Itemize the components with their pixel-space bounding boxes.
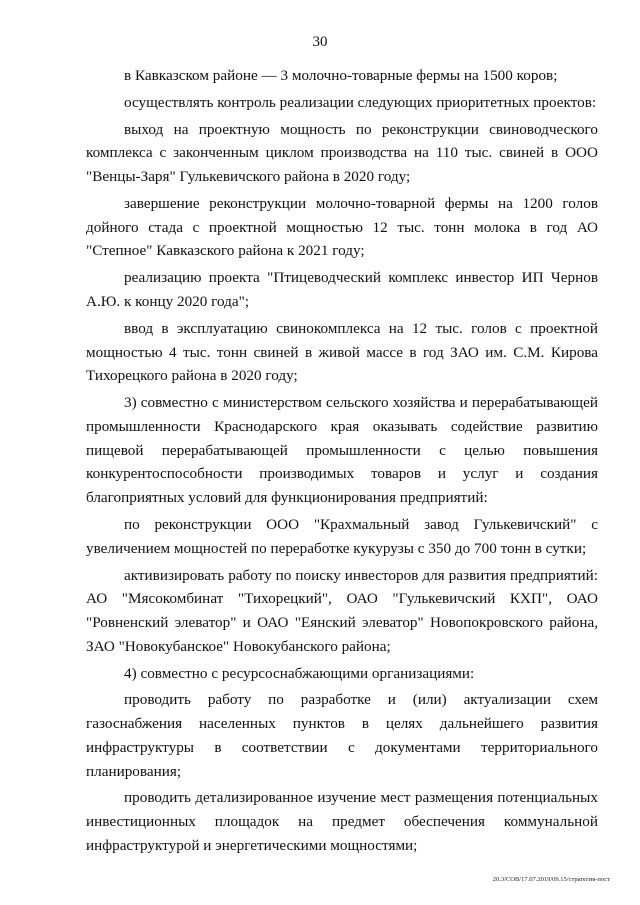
paragraph: активизировать работу по поиску инвесторов для развития предприятий: АО "Мясокомбинат "Тихорецкий", ОАО "Гулькевичский КХП", ОАО "Ровненский элеватор" и ОАО "Еянский элеватор" Новопокровского района, ЗАО "Новокубанское" Новокубанского района; (86, 566, 598, 655)
paragraph: 3) совместно с министерством сельского хозяйства и перерабатывающей промышленности Краснодарского края оказывать содействие развитию пищевой перерабатывающей промышленности с целью повышения конкурентоспособности производимых товаров и услуг и создания благоприятных условий для функционирования предприятий: (86, 394, 598, 507)
paragraph: 4) совместно с ресурсоснабжающими организациями: (124, 664, 475, 682)
paragraph: ввод в эксплуатацию свинокомплекса на 12 тыс. голов с проектной мощностью 4 тыс. тонн свиней в живой массе в год ЗАО им. С.М. Кирова Тихорецкого района в 2020 году; (86, 319, 598, 385)
paragraph: осуществлять контроль реализации следующих приоритетных проектов: (124, 93, 597, 111)
paragraph: завершение реконструкции молочно-товарной фермы на 1200 голов дойного стада с проектной мощностью 12 тыс. тонн молока в год АО "Степное" Кавказского района к 2021 году; (86, 195, 598, 260)
paragraph: по реконструкции ООО "Крахмальный завод Гулькевичский" с увеличением мощностей по переработке кукурузы с 350 до 700 тонн в сутки; (86, 515, 598, 557)
paragraph: проводить работу по разработке и (или) актуализации схем газоснабжения населенных пунктов в целях дальнейшего развития инфраструктуры в соответствии с документами территориального планирования; (86, 691, 598, 780)
paragraph: проводить детализированное изучение мест размещения потенциальных инвестиционных площадок на предмет обеспечения коммунальной инфраструктурой и энергетическими мощностями; (86, 789, 598, 854)
document-body (86, 64, 598, 861)
paragraph: реализацию проекта "Птицеводческий комплекс инвестор ИП Чернов А.Ю. к концу 2020 года"; (86, 269, 598, 311)
paragraph: выход на проектную мощность по реконструкции свиноводческого комплекса с законченным циклом производства на 110 тыс. свиней в ООО "Венцы-Заря" Гулькевичского района в 2020 году; (86, 120, 598, 186)
page-number: 30 (312, 34, 328, 50)
footer-reference: 20.3/COB/17.07.2019/09.15/стратегия-пост (492, 876, 610, 883)
paragraph: в Кавказском районе — 3 молочно-товарные фермы на 1500 коров; (124, 67, 558, 84)
